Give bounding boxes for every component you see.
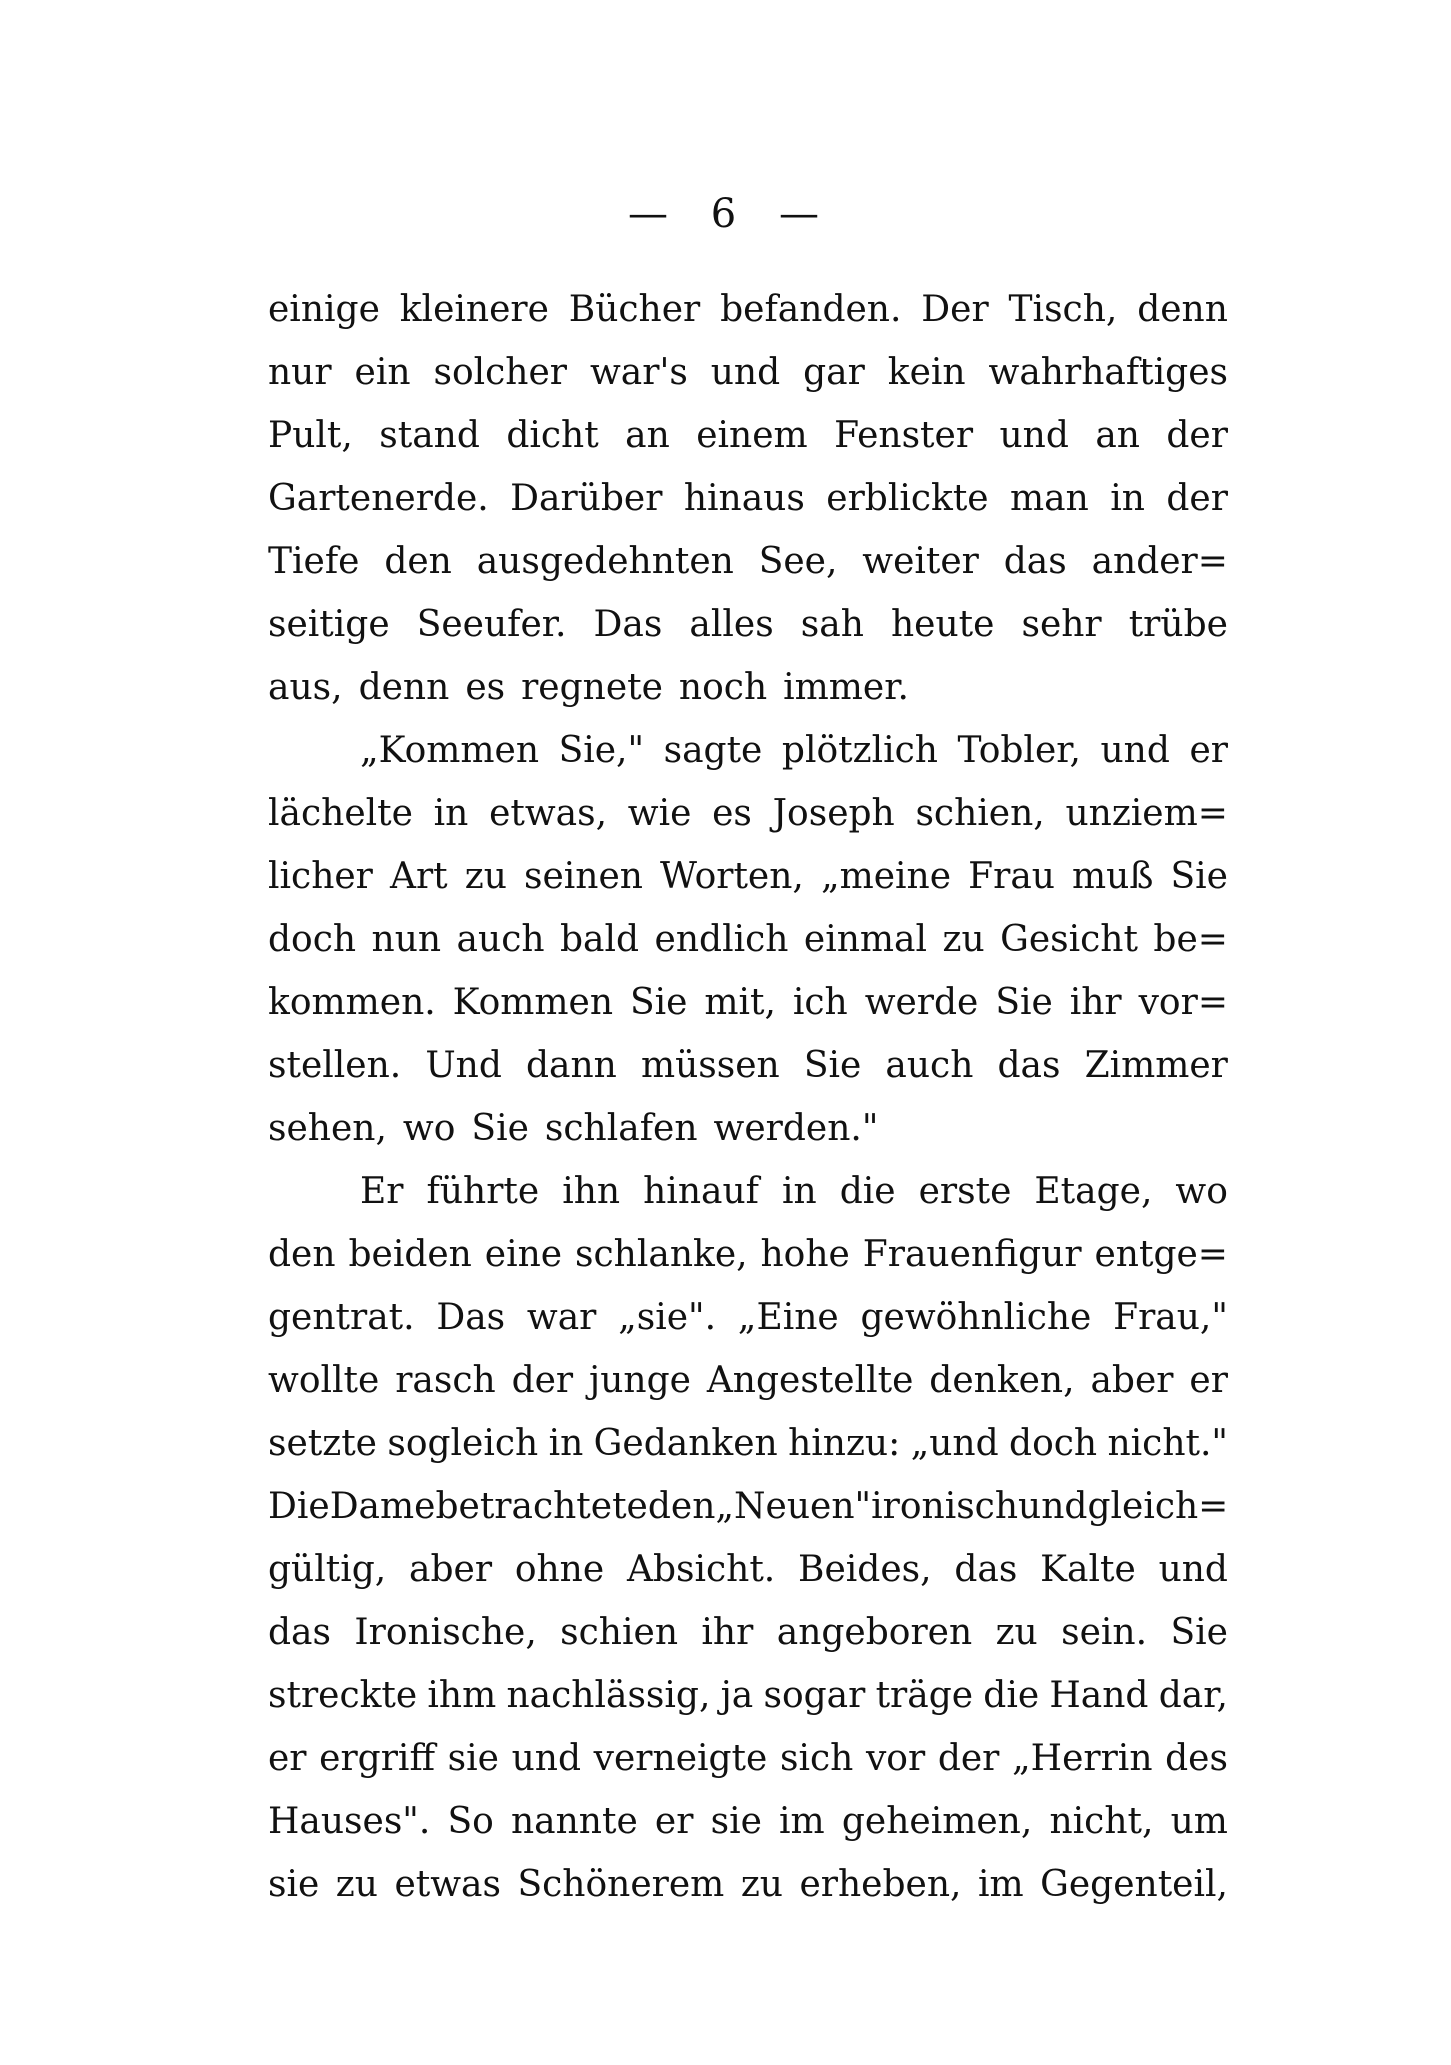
- text-line: [268, 404, 1228, 467]
- word: streckte: [268, 1675, 418, 1716]
- word: zu: [942, 919, 985, 960]
- word: beiden: [348, 1234, 472, 1275]
- word: gar: [803, 352, 865, 393]
- word: ihm: [427, 1675, 497, 1716]
- word: des: [1165, 1738, 1228, 1779]
- word: zu: [464, 856, 507, 897]
- word: er: [1189, 730, 1228, 771]
- word: „und: [910, 1423, 999, 1464]
- word: hinauf: [643, 1171, 759, 1212]
- word: der: [1166, 415, 1228, 456]
- word: sehen,: [268, 1108, 387, 1149]
- word: Hauses".: [268, 1801, 431, 1842]
- word: hohe: [760, 1234, 850, 1275]
- word: schlanke,: [575, 1234, 748, 1275]
- word: den: [268, 1234, 336, 1275]
- word: die: [839, 1171, 896, 1212]
- word: ein: [354, 352, 411, 393]
- word: das: [997, 1045, 1061, 1086]
- word: denn: [1137, 289, 1228, 330]
- word: betrachtete: [435, 1486, 648, 1527]
- page-number-header: [0, 186, 1451, 242]
- word: sagte: [663, 730, 763, 771]
- word: aber: [409, 1549, 493, 1590]
- text-line: [268, 656, 1228, 719]
- word: auch: [885, 1045, 974, 1086]
- word: Sie: [629, 982, 688, 1023]
- word: und: [511, 1738, 582, 1779]
- word: nun: [371, 919, 442, 960]
- word: Er: [360, 1171, 404, 1212]
- word: Pult,: [268, 415, 353, 456]
- word: mit,: [704, 982, 776, 1023]
- word: Kommen: [452, 982, 614, 1023]
- word: erheben,: [799, 1864, 962, 1905]
- text-line: [268, 719, 1228, 782]
- word: führte: [426, 1171, 540, 1212]
- word: dar,: [1158, 1675, 1228, 1716]
- word: werden.": [713, 1108, 879, 1149]
- text-line: [268, 971, 1228, 1034]
- word: Seeufer.: [416, 604, 567, 645]
- text-line: [268, 593, 1228, 656]
- word: „sie".: [618, 1297, 717, 1338]
- word: Bücher: [568, 289, 701, 330]
- word: dann: [525, 1045, 617, 1086]
- word: ja: [720, 1675, 754, 1716]
- word: das: [954, 1549, 1018, 1590]
- word: stand: [379, 415, 480, 456]
- text-line: [268, 845, 1228, 908]
- word: nannte: [510, 1801, 638, 1842]
- word: es: [465, 667, 506, 708]
- word: Gartenerde.: [268, 478, 489, 519]
- word: setzte: [268, 1423, 377, 1464]
- word: Und: [425, 1045, 502, 1086]
- word: sich: [779, 1738, 854, 1779]
- word: Das: [436, 1297, 506, 1338]
- word: er: [268, 1738, 307, 1779]
- word: nicht.": [1107, 1423, 1228, 1464]
- word: kommen.: [268, 982, 436, 1023]
- word: in: [1110, 478, 1145, 519]
- word: gewöhnliche: [860, 1297, 1092, 1338]
- word: Absicht.: [626, 1549, 776, 1590]
- word: „Neuen": [715, 1486, 872, 1527]
- word: Frauenfigur: [862, 1234, 1082, 1275]
- word: erste: [918, 1171, 1012, 1212]
- word: ironisch: [871, 1486, 1019, 1527]
- word: wie: [627, 793, 692, 834]
- word: etwas,: [489, 793, 608, 834]
- word: zu: [335, 1864, 378, 1905]
- word: Frau,": [1113, 1297, 1228, 1338]
- word: kleinere: [399, 289, 549, 330]
- word: sie: [710, 1801, 762, 1842]
- word: Etage,: [1034, 1171, 1153, 1212]
- text-line: [268, 278, 1228, 341]
- text-line: [268, 908, 1228, 971]
- word: nur: [268, 352, 332, 393]
- word: und: [1100, 730, 1170, 771]
- word: schien,: [915, 793, 1045, 834]
- word: plötzlich: [781, 730, 938, 771]
- word: See,: [758, 541, 838, 582]
- word: das: [268, 1612, 331, 1653]
- word: So: [447, 1801, 494, 1842]
- word: befanden.: [720, 289, 902, 330]
- word: weiter: [862, 541, 979, 582]
- word: ergriff: [319, 1738, 436, 1779]
- word: Gesicht: [1000, 919, 1138, 960]
- word: der: [937, 1738, 1000, 1779]
- text-line: [268, 467, 1228, 530]
- word: vor: [865, 1738, 926, 1779]
- word: Dame: [329, 1486, 436, 1527]
- body-text: [268, 278, 1228, 1916]
- word: Sie: [471, 1108, 529, 1149]
- word: Kalte: [1040, 1549, 1136, 1590]
- word: nicht,: [1049, 1801, 1154, 1842]
- text-line: [268, 1286, 1228, 1349]
- word: stellen.: [268, 1045, 402, 1086]
- word: erblickte: [826, 478, 989, 519]
- word: Der: [921, 289, 989, 330]
- word: ihr: [701, 1612, 754, 1653]
- word: heute: [890, 604, 995, 645]
- word: Ironische,: [354, 1612, 537, 1653]
- word: Frau: [968, 856, 1055, 897]
- page-number: 6: [710, 191, 741, 237]
- word: ander=: [1091, 541, 1228, 582]
- word: sein.: [1061, 1612, 1148, 1653]
- word: angeboren: [776, 1612, 973, 1653]
- word: werde: [864, 982, 979, 1023]
- word: denn: [358, 667, 450, 708]
- word: verneigte: [593, 1738, 768, 1779]
- word: alles: [689, 604, 774, 645]
- text-line: [268, 1853, 1228, 1916]
- word: entge=: [1094, 1234, 1228, 1275]
- word: Sie: [803, 1045, 862, 1086]
- header-dash-left: —: [628, 191, 673, 237]
- word: aus,: [268, 667, 343, 708]
- text-line: [268, 530, 1228, 593]
- word: schlafen: [544, 1108, 698, 1149]
- word: sie: [268, 1864, 320, 1905]
- word: solcher: [433, 352, 568, 393]
- word: eine: [484, 1234, 563, 1275]
- word: und: [710, 352, 781, 393]
- word: Joseph: [772, 793, 895, 834]
- word: junge: [589, 1360, 691, 1401]
- word: sogleich: [387, 1423, 539, 1464]
- word: vor=: [1138, 982, 1228, 1023]
- word: man: [1010, 478, 1089, 519]
- word: an: [1095, 415, 1140, 456]
- word: das: [1003, 541, 1067, 582]
- word: Angestellte: [706, 1360, 914, 1401]
- word: Tisch,: [1008, 289, 1118, 330]
- text-line: [268, 1790, 1228, 1853]
- word: Sie: [995, 982, 1053, 1023]
- word: den: [384, 541, 452, 582]
- text-line: [268, 1097, 1228, 1160]
- word: Sie: [1170, 856, 1228, 897]
- word: Die: [268, 1486, 330, 1527]
- word: ohne: [514, 1549, 605, 1590]
- word: noch: [678, 667, 768, 708]
- word: gültig,: [268, 1549, 387, 1590]
- text-line: [268, 1475, 1228, 1538]
- word: sah: [800, 604, 864, 645]
- word: es: [712, 793, 752, 834]
- text-line: [268, 782, 1228, 845]
- word: einmal: [803, 919, 928, 960]
- word: „Eine: [737, 1297, 839, 1338]
- word: Sie,": [558, 730, 645, 771]
- word: endlich: [654, 919, 789, 960]
- word: Gegenteil,: [1040, 1864, 1228, 1905]
- word: Tiefe: [268, 541, 360, 582]
- word: denken,: [929, 1360, 1075, 1401]
- word: und: [999, 415, 1069, 456]
- word: in: [782, 1171, 817, 1212]
- word: Art: [389, 856, 448, 897]
- word: im: [779, 1801, 825, 1842]
- word: regnete: [521, 667, 663, 708]
- word: unziem=: [1065, 793, 1228, 834]
- word: und: [1158, 1549, 1228, 1590]
- word: „meine: [820, 856, 952, 897]
- word: „Kommen: [360, 730, 540, 771]
- word: hinzu:: [788, 1423, 901, 1464]
- word: um: [1170, 1801, 1228, 1842]
- word: er: [654, 1801, 694, 1842]
- word: etwas: [394, 1864, 501, 1905]
- word: sogar: [763, 1675, 866, 1716]
- word: wollte: [268, 1360, 380, 1401]
- header-dash-right: —: [778, 191, 823, 237]
- word: Gedanken: [593, 1423, 778, 1464]
- word: in: [433, 793, 469, 834]
- word: wahrhaftiges: [988, 352, 1228, 393]
- word: war: [526, 1297, 597, 1338]
- word: seitige: [268, 604, 390, 645]
- word: den: [647, 1486, 716, 1527]
- word: lächelte: [268, 793, 413, 834]
- word: „Herrin: [1012, 1738, 1153, 1779]
- word: auch: [456, 919, 545, 960]
- text-line: [268, 1601, 1228, 1664]
- word: doch: [268, 919, 357, 960]
- word: die: [983, 1675, 1040, 1716]
- word: im: [977, 1864, 1024, 1905]
- word: in: [548, 1423, 584, 1464]
- word: wo: [1175, 1171, 1228, 1212]
- word: Fenster: [834, 415, 974, 456]
- word: Worten,: [660, 856, 804, 897]
- text-line: [268, 1034, 1228, 1097]
- word: an: [625, 415, 670, 456]
- text-line: [268, 1160, 1228, 1223]
- text-line: [268, 1349, 1228, 1412]
- text-line: [268, 1664, 1228, 1727]
- word: sehr: [1021, 604, 1102, 645]
- word: nachlässig,: [506, 1675, 711, 1716]
- text-line: [268, 1538, 1228, 1601]
- word: Das: [593, 604, 663, 645]
- word: sie: [447, 1738, 499, 1779]
- word: schien: [560, 1612, 678, 1653]
- word: war's: [589, 352, 688, 393]
- word: bald: [560, 919, 640, 960]
- word: seinen: [523, 856, 643, 897]
- word: aber: [1090, 1360, 1174, 1401]
- word: zu: [740, 1864, 783, 1905]
- word: doch: [1009, 1423, 1098, 1464]
- word: immer.: [783, 667, 909, 708]
- word: zu: [995, 1612, 1038, 1653]
- text-line: [268, 1412, 1228, 1475]
- word: ihr: [1069, 982, 1122, 1023]
- word: müssen: [640, 1045, 780, 1086]
- text-line: [268, 341, 1228, 404]
- word: gentrat.: [268, 1297, 415, 1338]
- word: geheimen,: [841, 1801, 1033, 1842]
- word: ausgedehnten: [476, 541, 734, 582]
- word: ich: [792, 982, 848, 1023]
- text-line: [268, 1223, 1228, 1286]
- word: gleich=: [1087, 1486, 1229, 1527]
- word: träge: [875, 1675, 974, 1716]
- word: er: [1189, 1360, 1228, 1401]
- word: ihn: [562, 1171, 621, 1212]
- word: der: [511, 1360, 574, 1401]
- word: und: [1018, 1486, 1088, 1527]
- word: Sie: [1170, 1612, 1228, 1653]
- word: muß: [1072, 856, 1154, 897]
- text-line: [268, 1727, 1228, 1790]
- word: einige: [268, 289, 380, 330]
- word: der: [1166, 478, 1228, 519]
- word: kein: [887, 352, 966, 393]
- word: Hand: [1049, 1675, 1149, 1716]
- word: licher: [268, 856, 373, 897]
- word: Tobler,: [957, 730, 1081, 771]
- word: Darüber: [510, 478, 663, 519]
- word: Beides,: [798, 1549, 932, 1590]
- word: Schönerem: [517, 1864, 725, 1905]
- word: trübe: [1128, 604, 1228, 645]
- word: be=: [1153, 919, 1228, 960]
- word: rasch: [395, 1360, 496, 1401]
- word: dicht: [506, 415, 599, 456]
- word: hinaus: [683, 478, 805, 519]
- word: einem: [696, 415, 808, 456]
- word: wo: [402, 1108, 456, 1149]
- word: Zimmer: [1084, 1045, 1228, 1086]
